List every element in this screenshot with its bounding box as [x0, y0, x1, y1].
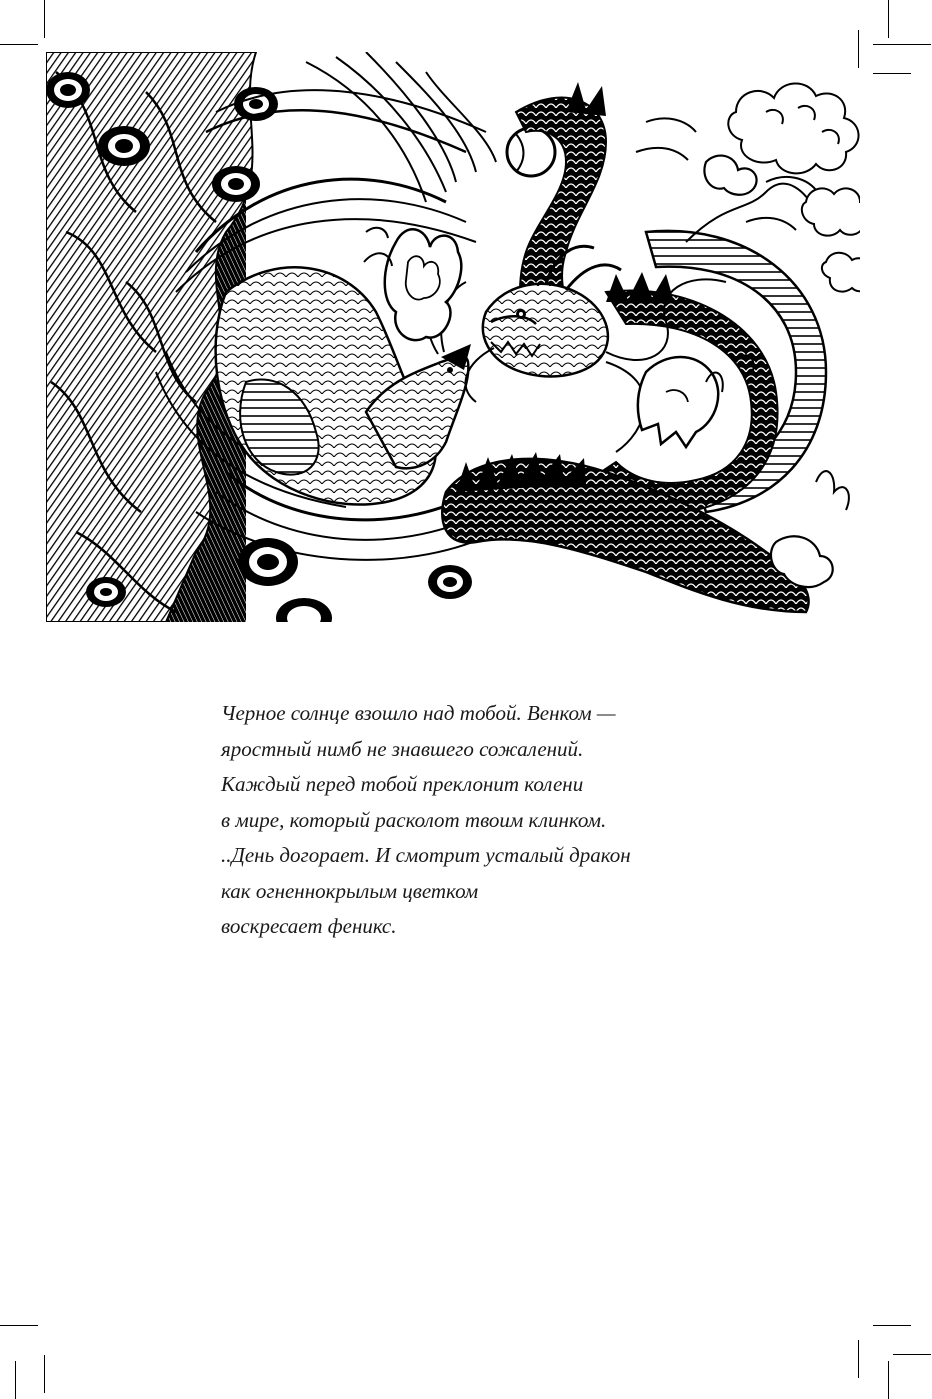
crop-mark-top-left-h [0, 44, 38, 45]
poem-line-7: воскресает феникс. [221, 914, 397, 938]
poem [221, 696, 781, 945]
crop-mark-bottom-right-v2 [888, 1361, 889, 1399]
crop-mark-bottom-left-v2 [15, 1361, 16, 1399]
illustration-svg [46, 52, 860, 622]
crop-mark-bottom-left-v [44, 1355, 45, 1393]
poem-line-5: ..День догорает. И смотрит усталый дракон [221, 843, 631, 867]
poem-line-3: Каждый перед тобой преклонит колени [221, 772, 584, 796]
crop-mark-bottom-right-h2 [893, 1354, 931, 1355]
crop-mark-top-left-v [44, 0, 45, 38]
poem-line-6: как огненнокрылым цветком [221, 878, 479, 903]
poem-line-2: яростный нимб не знавшего сожалений. [221, 736, 584, 761]
sun-disk [507, 128, 555, 176]
poem-line-4: в мире, который расколот твоим клинком. [221, 807, 607, 832]
crop-mark-top-right-v2 [888, 0, 889, 38]
crop-mark-bottom-right-h [873, 1325, 911, 1326]
crop-mark-bottom-right-v [858, 1340, 859, 1378]
poem-line-1: Черное солнце взошло над тобой. Венком — [221, 701, 616, 725]
phoenix-dragon-illustration [46, 52, 860, 622]
crop-mark-top-right-h2 [893, 44, 931, 45]
crop-mark-top-right-h3 [873, 73, 911, 74]
crop-mark-bottom-left-h [0, 1325, 38, 1326]
